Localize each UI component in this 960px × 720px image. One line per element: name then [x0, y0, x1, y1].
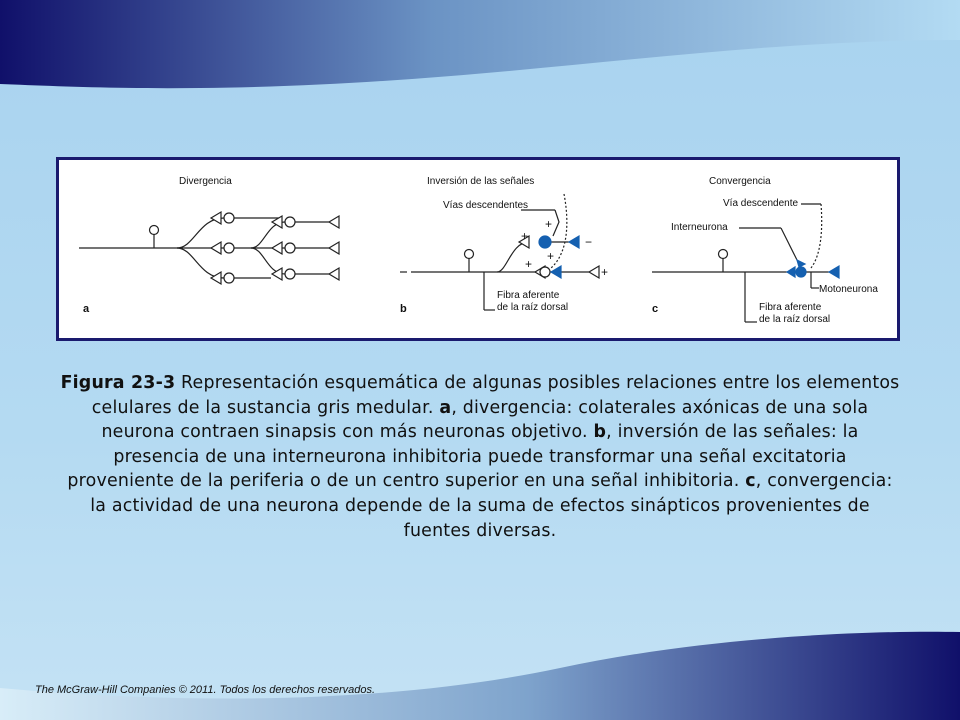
copyright-notice: The McGraw-Hill Companies © 2011. Todos los derechos reservados. — [35, 684, 376, 696]
svg-text:+: + — [521, 229, 529, 243]
panel-c-fiber-label-2: de la raíz dorsal — [759, 314, 831, 325]
svg-text:+: + — [525, 257, 533, 271]
svg-text:+: + — [545, 217, 553, 231]
caption-text-3: , inversión de las señales: la presencia de una interneurona inhibitoria puede transformar una señal excitatoria proveniente de la periferia o de un centro superior en una señal inhibitoria. — [67, 422, 859, 492]
neural-circuit-diagram — [59, 160, 897, 338]
caption-a-label: a — [439, 397, 452, 418]
panel-b-lines — [400, 194, 589, 310]
caption-c-label: c — [745, 471, 756, 492]
figure-caption — [60, 371, 900, 543]
svg-text:−: − — [585, 235, 593, 249]
panel-b-fiber-label-1: Fibra aferente — [497, 290, 560, 301]
panel-c-neurons — [719, 250, 840, 279]
caption-text-4: , convergencia: la actividad de una neurona depende de la suma de efectos sinápticos provenientes de fuentes diversas. — [90, 471, 893, 541]
panel-a-letter: a — [83, 303, 90, 315]
panel-c-motoneuron-label: Motoneurona — [819, 284, 878, 295]
panel-c-interneuron-label: Interneurona — [671, 222, 728, 233]
caption-figure-label: Figura 23-3 — [60, 373, 176, 393]
caption-text-2: , divergencia: colaterales axónicas de una sola neurona contraen sinapsis con más neuronas objetivo. — [101, 397, 869, 443]
svg-text:+: + — [547, 249, 555, 263]
bottom-gradient-band — [0, 628, 960, 720]
panel-a-title: Divergencia — [179, 176, 232, 187]
panel-b-descending-label: Vías descendentes — [443, 200, 529, 211]
panel-c-title: Convergencia — [709, 176, 771, 187]
panel-b-title: Inversión de las señales — [427, 176, 535, 187]
caption-b-label: b — [593, 422, 607, 443]
panel-c-letter: c — [652, 303, 659, 315]
caption-text-1: Representación esquemática de algunas posibles relaciones entre los elementos celulares de la sustancia gris medular. — [91, 373, 900, 418]
panel-c-descending-label: Vía descendente — [723, 198, 799, 209]
figure-box — [56, 157, 900, 341]
panel-b-letter: b — [400, 303, 407, 315]
svg-text:+: + — [601, 265, 609, 279]
panel-b-fiber-label-2: de la raíz dorsal — [497, 302, 569, 313]
top-gradient-band — [0, 0, 960, 92]
panel-c-fiber-label-1: Fibra aferente — [759, 302, 822, 313]
